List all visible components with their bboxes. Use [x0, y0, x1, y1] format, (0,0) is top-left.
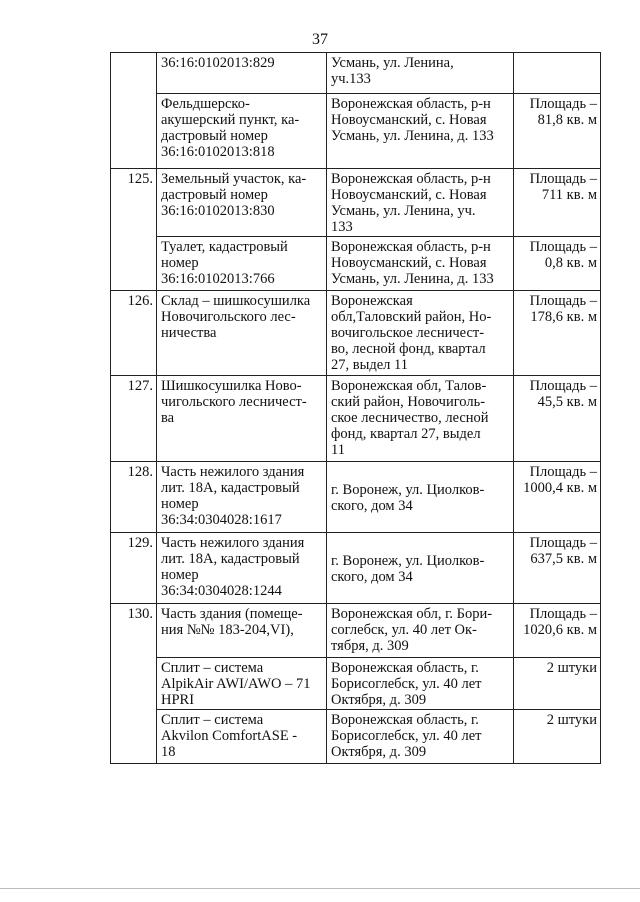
row-number-cell: 125.	[111, 169, 157, 291]
object-name-cell: Шишкосушилка Ново- чигольского лесничест- ва	[157, 376, 327, 462]
object-name-cell: Часть нежилого здания лит. 18А, кадастровый номер 36:34:0304028:1244	[157, 533, 327, 604]
object-name-cell: 36:16:0102013:829	[157, 53, 327, 94]
object-name-cell: Земельный участок, ка- дастровый номер 36:16:0102013:830	[157, 169, 327, 237]
object-name-cell: Склад – шишкосушилка Новочигольского лес- ничества	[157, 291, 327, 376]
address-cell: г. Воронеж, ул. Циолков- ского, дом 34	[327, 462, 514, 533]
note-cell: Площадь – 711 кв. м	[514, 169, 601, 237]
note-cell: Площадь – 45,5 кв. м	[514, 376, 601, 462]
row-number-cell	[111, 53, 157, 169]
note-cell: Площадь – 0,8 кв. м	[514, 237, 601, 291]
row-number-cell: 129.	[111, 533, 157, 604]
note-cell: 2 штуки	[514, 658, 601, 710]
object-name-cell: Часть нежилого здания лит. 18А, кадастровый номер 36:34:0304028:1617	[157, 462, 327, 533]
address-cell: Воронежская область, р-н Новоусманский, с. Новая Усмань, ул. Ленина, уч. 133	[327, 169, 514, 237]
table-row	[111, 94, 601, 169]
address-cell: г. Воронеж, ул. Циолков- ского, дом 34	[327, 533, 514, 604]
address-cell: Воронежская область, р-н Новоусманский, с. Новая Усмань, ул. Ленина, д. 133	[327, 237, 514, 291]
note-cell: Площадь – 637,5 кв. м	[514, 533, 601, 604]
table-row	[111, 169, 601, 237]
table-row	[111, 604, 601, 658]
row-number-cell: 127.	[111, 376, 157, 462]
object-name-cell: Туалет, кадастровый номер 36:16:0102013:766	[157, 237, 327, 291]
object-name-cell: Часть здания (помеще- ния №№ 183-204,VI),	[157, 604, 327, 658]
note-cell	[514, 53, 601, 94]
note-cell: 2 штуки	[514, 710, 601, 764]
page-number: 37	[312, 31, 328, 48]
table-row	[111, 376, 601, 462]
table-row	[111, 658, 601, 710]
object-name-cell: Сплит – система AlpikAir AWI/AWO – 71 HPRI	[157, 658, 327, 710]
property-table	[110, 52, 601, 764]
address-cell: Воронежская обл,Таловский район, Но- вочигольское лесничест- во, лесной фонд, квартал 27, выдел 11	[327, 291, 514, 376]
address-cell: Усмань, ул. Ленина, уч.133	[327, 53, 514, 94]
note-cell: Площадь – 1020,6 кв. м	[514, 604, 601, 658]
table-row	[111, 291, 601, 376]
object-name-cell: Фельдшерско- акушерский пункт, ка- дастровый номер 36:16:0102013:818	[157, 94, 327, 169]
address-cell: Воронежская обл, г. Бори- соглебск, ул. 40 лет Ок- тября, д. 309	[327, 604, 514, 658]
address-cell: Воронежская область, г. Борисоглебск, ул. 40 лет Октября, д. 309	[327, 658, 514, 710]
row-number-cell: 130.	[111, 604, 157, 764]
note-cell: Площадь – 1000,4 кв. м	[514, 462, 601, 533]
table-row	[111, 462, 601, 533]
table-row	[111, 710, 601, 764]
table-row	[111, 237, 601, 291]
row-number-cell: 128.	[111, 462, 157, 533]
address-cell: Воронежская область, г. Борисоглебск, ул. 40 лет Октября, д. 309	[327, 710, 514, 764]
table-row	[111, 53, 601, 94]
address-cell: Воронежская область, р-н Новоусманский, с. Новая Усмань, ул. Ленина, д. 133	[327, 94, 514, 169]
row-number-cell: 126.	[111, 291, 157, 376]
table-row	[111, 533, 601, 604]
note-cell: Площадь – 178,6 кв. м	[514, 291, 601, 376]
page-bottom-rule	[0, 888, 640, 889]
object-name-cell: Сплит – система Akvilon ComfortASE - 18	[157, 710, 327, 764]
address-cell: Воронежская обл, Талов- ский район, Новочиголь- ское лесничество, лесной фонд, квартал 27, выдел 11	[327, 376, 514, 462]
note-cell: Площадь – 81,8 кв. м	[514, 94, 601, 169]
